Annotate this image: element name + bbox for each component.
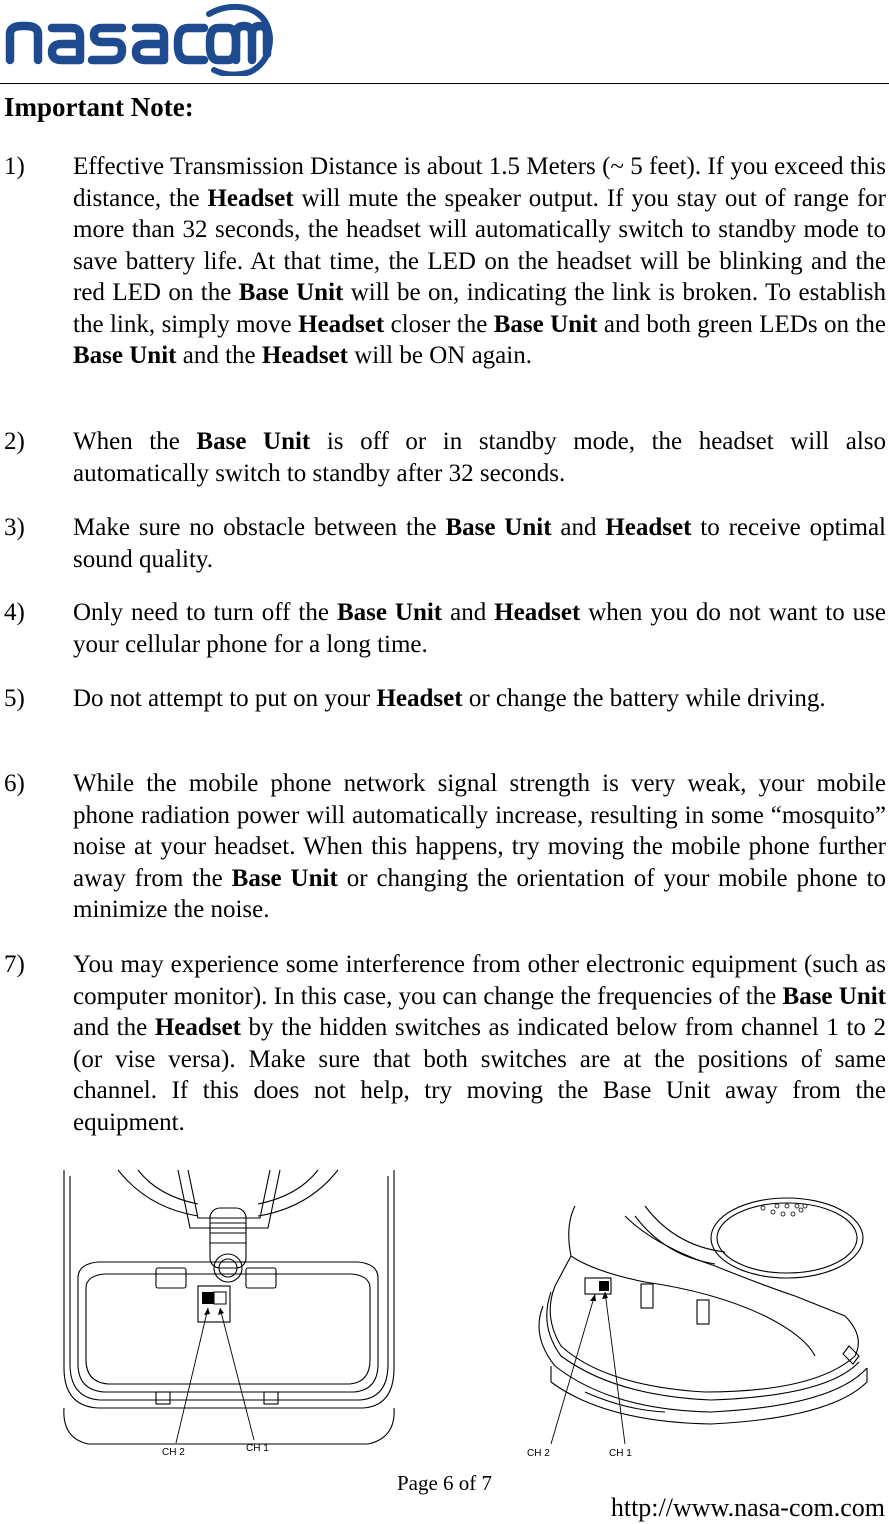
note-item-6 <box>4 768 886 926</box>
note-text: Effective Transmission Distance is about 1.5 Meters (~ 5 feet). If you exceed this distance, the Headset will mute the speaker output. If you stay out of range for more than 32 seconds, the headset will automatically switch to standby mode to save battery life. At that time, the LED on the headset will be blinking and the red LED on the Base Unit will be on, indicating the link is broken. To establish the link, simply move Headset closer the Base Unit and both green LEDs on the Base Unit and the Headset will be ON again. <box>73 153 886 369</box>
page-heading: Important Note: <box>4 92 194 122</box>
note-text: Do not attempt to put on your Headset or change the battery while driving. <box>73 685 826 712</box>
header-rule <box>0 83 889 84</box>
bold-term: Headset <box>494 599 581 626</box>
base-unit-switch-diagram <box>58 1168 403 1464</box>
note-text: Make sure no obstacle between the Base Unit and Headset to receive optimal sound quality. <box>73 514 886 573</box>
bold-term: Headset <box>261 342 348 369</box>
note-number: 5) <box>4 685 25 712</box>
bold-term: Headset <box>605 514 692 541</box>
note-number: 4) <box>4 599 25 626</box>
note-item-7 <box>4 949 886 1138</box>
nasacom-logo <box>4 2 274 76</box>
website-url: http://www.nasa-com.com <box>610 1493 885 1522</box>
bold-term: Headset <box>154 1014 241 1041</box>
note-number: 3) <box>4 514 25 541</box>
bold-term: Base Unit <box>336 599 443 626</box>
note-number: 6) <box>4 770 25 797</box>
note-number: 2) <box>4 428 25 455</box>
note-item-3 <box>4 512 886 575</box>
bold-term: Base Unit <box>231 864 338 892</box>
ch1-label: CH 1 <box>246 1443 269 1454</box>
bold-term: Base Unit <box>782 982 886 1010</box>
note-text: Only need to turn off the Base Unit and Headset when you do not want to use your cellular phone for a long time. <box>73 599 886 658</box>
ch2-label: CH 2 <box>162 1447 185 1458</box>
note-item-5 <box>4 683 886 715</box>
note-text: You may experience some interference from other electronic equipment (such as computer monitor). In this case, you can change the frequencies of the Base Unit and the Headset by the hidden switches as indicated below from channel 1 to 2 (or vise versa). Make sure that both switches are at the positions of same channel. If this does not help, try moving the Base Unit away from the equipment. <box>73 951 886 1136</box>
note-item-1 <box>4 151 886 372</box>
bold-term: Headset <box>207 184 294 212</box>
bold-term: Base Unit <box>196 428 311 455</box>
bold-term: Base Unit <box>493 310 598 338</box>
note-number: 7) <box>4 951 25 978</box>
note-item-2 <box>4 426 886 489</box>
headset-switch-diagram <box>515 1196 875 1464</box>
note-item-4 <box>4 597 886 660</box>
bold-term: Headset <box>376 685 463 712</box>
bold-term: Base Unit <box>238 279 344 306</box>
note-number: 1) <box>4 153 25 180</box>
ch1-label: CH 1 <box>609 1448 632 1459</box>
page-number: Page 6 of 7 <box>396 1471 493 1495</box>
bold-term: Headset <box>298 310 385 338</box>
bold-term: Base Unit <box>445 514 552 541</box>
bold-term: Base Unit <box>73 342 177 369</box>
ch2-label: CH 2 <box>527 1448 550 1459</box>
note-text: While the mobile phone network signal strength is very weak, your mobile phone radiation power will automatically increase, resulting in some “mosquito” noise at your headset. When this happens, try moving the mobile phone further away from the Base Unit or changing the orientation of your mobile phone to minimize the noise. <box>73 770 886 923</box>
note-text: When the Base Unit is off or in standby mode, the headset will also automatically switch to standby after 32 seconds. <box>73 428 887 487</box>
